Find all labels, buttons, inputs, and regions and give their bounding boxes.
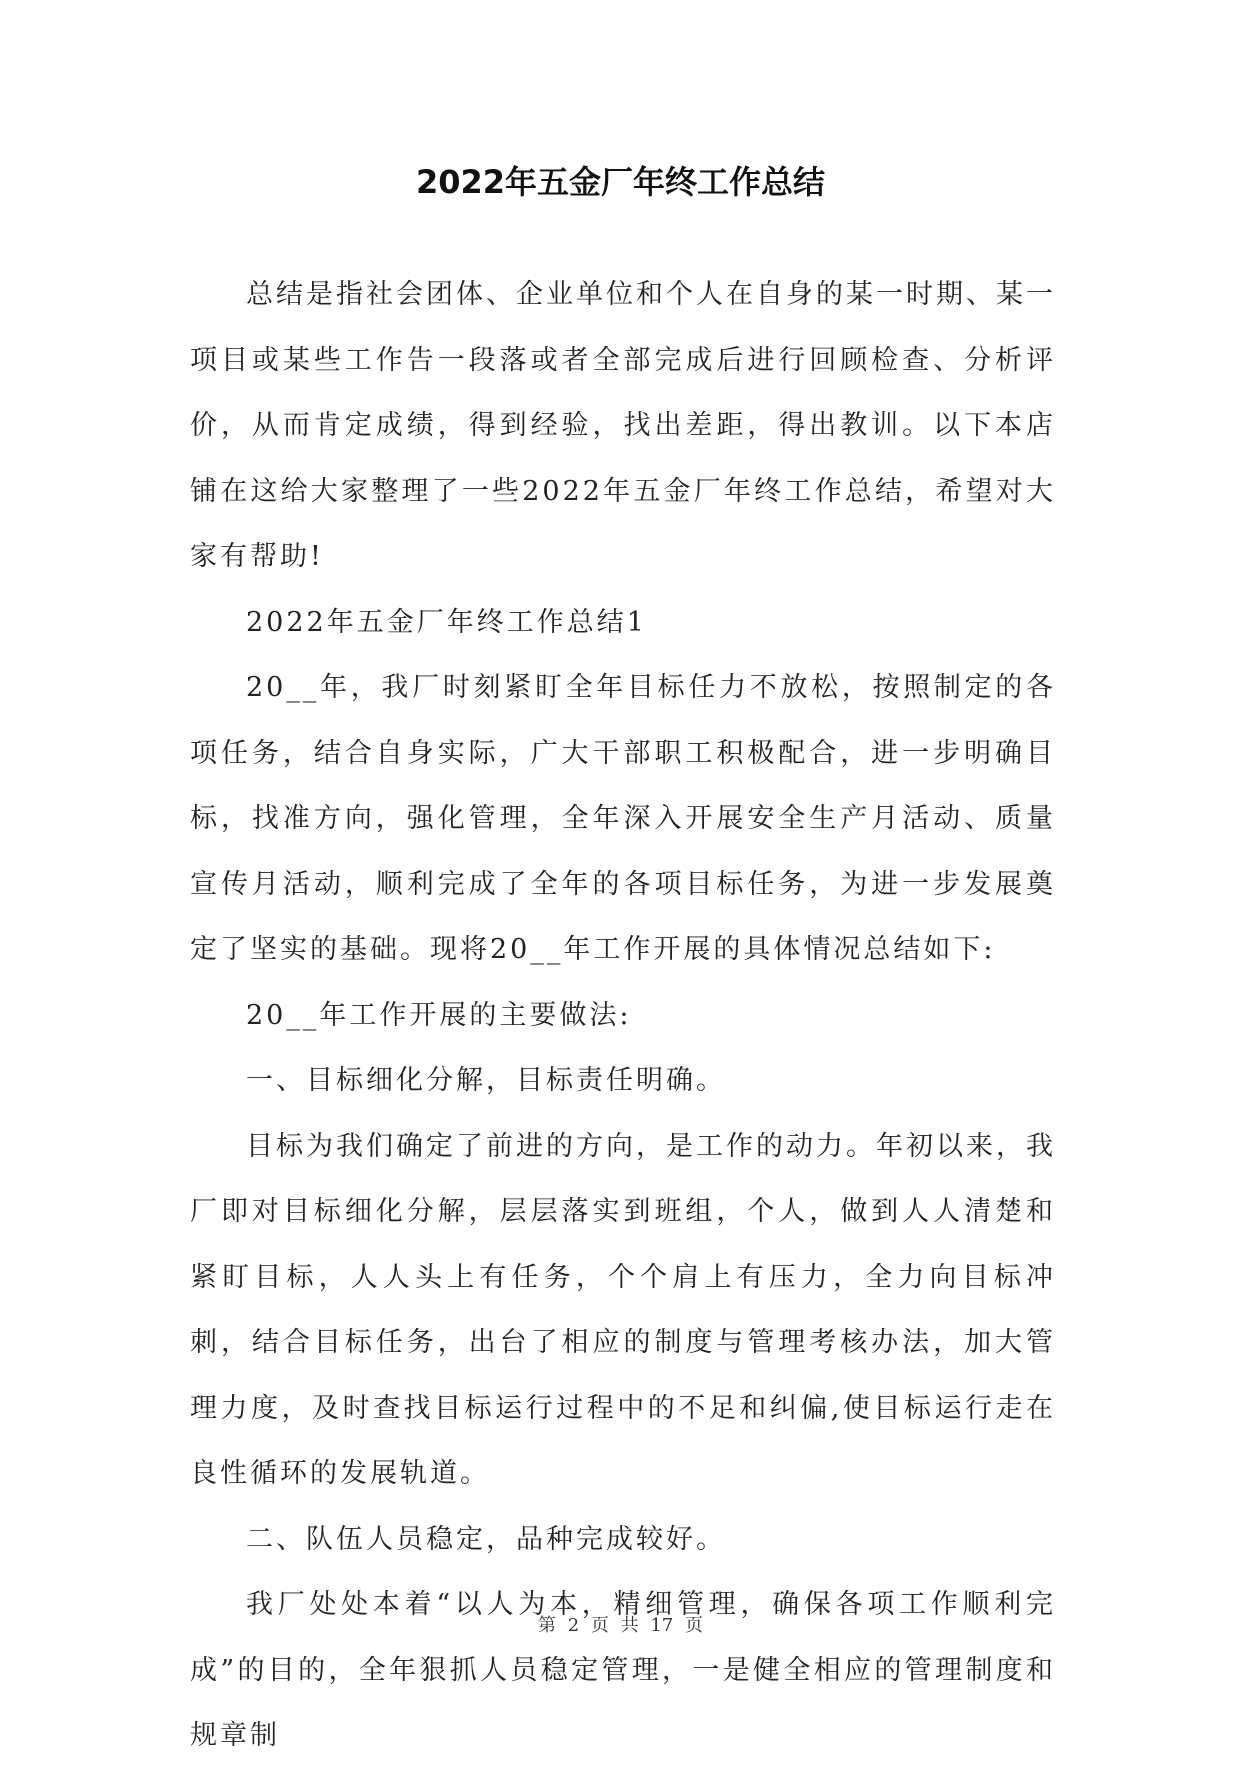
- section-heading-1: 2022年五金厂年终工作总结1: [246, 606, 647, 638]
- paragraph-item-2: 我厂处处本着“以人为本，精细管理，确保各项工作顺利完成”的目的，全年狠抓人员稳定管理，一是健全相应的管理制度和规章制: [190, 1589, 1056, 1751]
- paragraph-item-1: 目标为我们确定了前进的方向，是工作的动力。年初以来，我厂即对目标细化分解，层层落实到班组，个人，做到人人清楚和紧盯目标，人人头上有任务，个个肩上有压力，全力向目标冲刺，结合目标任务，出台了相应的制度与管理考核办法，加大管理力度，及时查找目标运行过程中的不足和纠偏,使目标运行走在良性循环的发展轨道。: [190, 1130, 1056, 1489]
- paragraph-intro: 总结是指社会团体、企业单位和个人在自身的某一时期、某一项目或某些工作告一段落或者全部完成后进行回顾检查、分析评价，从而肯定成绩，得到经验，找出差距，得出教训。以下本店铺在这给大家整理了一些2022年五金厂年终工作总结，希望对大家有帮助!: [190, 279, 1056, 572]
- page-number-footer: 第 2 页 共 17 页: [538, 1615, 703, 1636]
- document-title: 2022年五金厂年终工作总结: [415, 163, 826, 201]
- subheading-item-2: 二、队伍人员稳定，品种完成较好。: [246, 1523, 726, 1555]
- document-body: [190, 262, 1056, 1769]
- subheading-main-practices: 20__年工作开展的主要做法:: [246, 999, 632, 1031]
- subheading-item-1: 一、目标细化分解，目标责任明确。: [246, 1065, 726, 1096]
- paragraph-overview: 20__年，我厂时刻紧盯全年目标任力不放松，按照制定的各项任务，结合自身实际，广大干部职工积极配合，进一步明确目标，找准方向，强化管理，全年深入开展安全生产月活动、质量宣传月活动，顺利完成了全年的各项目标任务，为进一步发展奠定了坚实的基础。现将20__年工作开展的具体情况总结如下:: [190, 672, 1056, 965]
